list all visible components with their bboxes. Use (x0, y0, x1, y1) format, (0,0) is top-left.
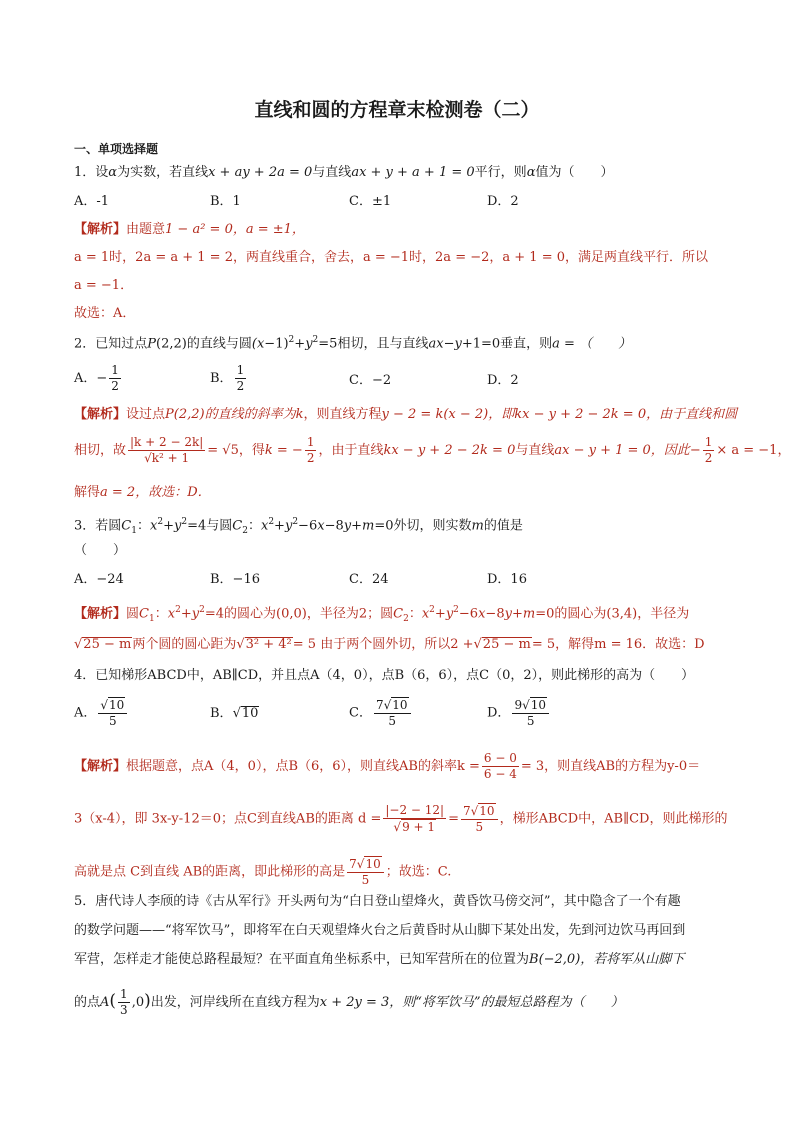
q4-option-d: D． $\frac{9√10}{5}$ (487, 697, 551, 729)
section-heading: 一、单项选择题 (74, 142, 159, 156)
q1-option-c: C．±1 (349, 194, 392, 209)
q4-solution-line-3: 高就是点 C到直线 AB的距离，即此梯形的高是 $\frac{7√10}{5}$ ；故选：C. (74, 857, 452, 887)
q2-option-a: A．− $\frac{1}{2}$ (74, 363, 119, 393)
q3-answer-paren: （ ） (74, 543, 127, 558)
question-5-line-2: 的数学问题——“将军饮马”，即将军在白天观望烽火台之后黄昏时从山脚下某处出发，先到河边饮马再回到 (74, 923, 686, 938)
question-5-line-1: 5．唐代诗人李颀的诗《古从军行》开头两句为“白日登山望烽火，黄昏饮马傍交河”，其中隐含了一个有趣 (74, 894, 681, 909)
q1-solution-line-3: a = −1． (74, 278, 134, 293)
question-2: 2．已知过点P(2,2)的直线与圆$(x-1)^2+y^2=5$相切，且与直线ax−y+1=0垂直，则a = （ ） (74, 335, 632, 352)
q3-option-a: A．−24 (74, 572, 124, 587)
question-5-line-4: 的点A( $\frac{1}{3}$ ,0)出发，河岸线所在直线方程为x + 2y = 3，则“将军饮马”的最短总路程为（ ） (74, 987, 624, 1017)
q1-solution-line-2: a = 1时，2a = a + 1 = 2，两直线重合，舍去，a = −1时，2a = −2，a + 1 = 0，满足两直线平行．所以 (74, 250, 708, 265)
q1-option-d: D．2 (487, 194, 519, 209)
q2-solution-line-1: 【解析】设过点P(2,2)的直线的斜率为k，则直线方程y − 2 = k(x − 2)，即kx − y + 2 − 2k = 0，由于直线和圆 (74, 407, 738, 422)
q3-option-b: B．−16 (210, 572, 260, 587)
q1-solution-line-4: 故选：A． (74, 306, 136, 321)
q1-option-a: A．-1 (74, 194, 110, 209)
q2-option-c: C．−2 (349, 373, 392, 388)
q3-option-d: D．16 (487, 572, 527, 587)
question-3: 3．若圆$C_1$：$x^2+y^2=4$与圆$C_2$：$x^2+y^2-6x-8y+m=0$外切，则实数m的值是 (74, 517, 523, 536)
q3-solution-line-1: 【解析】圆$C_1$：$x^2+y^2=4$的圆心为(0,0)，半径为2；圆$C_2$：$x^2+y^2-6x-8y+m=0$的圆心为(3,4)，半径为 (74, 605, 690, 624)
q2-solution-line-2: 相切，故 $\frac{|k + 2 - 2k|}{\text{√k² + 1}}$ = √5，得k = − $\frac{1}{2}$ ，由于直线kx − y + 2 − 2k = 0与直线ax − y + 1 = 0，因此− $\frac{1}{2}$ × a = −1， (74, 435, 791, 465)
q2-option-d: D．2 (487, 373, 519, 388)
q4-option-c: C． $\frac{7√10}{5}$ (349, 697, 413, 729)
q4-solution-line-2: 3（x-4），即 3x-y-12＝0；点C到直线AB的距离 d = $\frac{|-2 - 12|}{√9 + 1}$ = $\frac{7√10}{5}$ ，梯形ABCD中，AB∥CD，则此梯形的 (74, 803, 728, 834)
q2-option-b: B． $\frac{1}{2}$ (210, 363, 245, 393)
q1-solution-line-1: 【解析】由题意1 − a² = 0，a = ±1， (74, 222, 305, 237)
q1-option-b: B．1 (210, 194, 241, 209)
q4-solution-line-1: 【解析】根据题意，点A（4，0），点B（6，6），则直线AB的斜率k = $\frac{6 - 0}{6 - 4}$ = 3，则直线AB的方程为y-0＝ (74, 751, 701, 781)
q4-option-a: A． $\frac{√10}{5}$ (74, 697, 129, 729)
question-5-line-3: 军营，怎样走才能使总路程最短？在平面直角坐标系中，已知军营所在的位置为B(−2,0)，若将军从山脚下 (74, 952, 685, 967)
q3-option-c: C．24 (349, 572, 389, 587)
question-1: 1．设α为实数，若直线x + ay + 2a = 0与直线ax + y + a + 1 = 0平行，则α值为（ ） (74, 165, 614, 180)
q2-solution-line-3: 解得a = 2，故选：D． (74, 485, 211, 500)
q4-option-b: B．√10 (210, 706, 259, 721)
page-title: 直线和圆的方程章末检测卷（二） (254, 99, 540, 121)
q3-solution-line-2: √25 − m两个圆的圆心距为√3² + 4²= 5 由于两个圆外切，所以2 +√25 − m= 5，解得m = 16．故选：D (74, 637, 705, 652)
question-4: 4．已知梯形ABCD中，AB∥CD，并且点A（4，0），点B（6，6），点C（0，2），则此梯形的高为（ ） (74, 668, 695, 683)
